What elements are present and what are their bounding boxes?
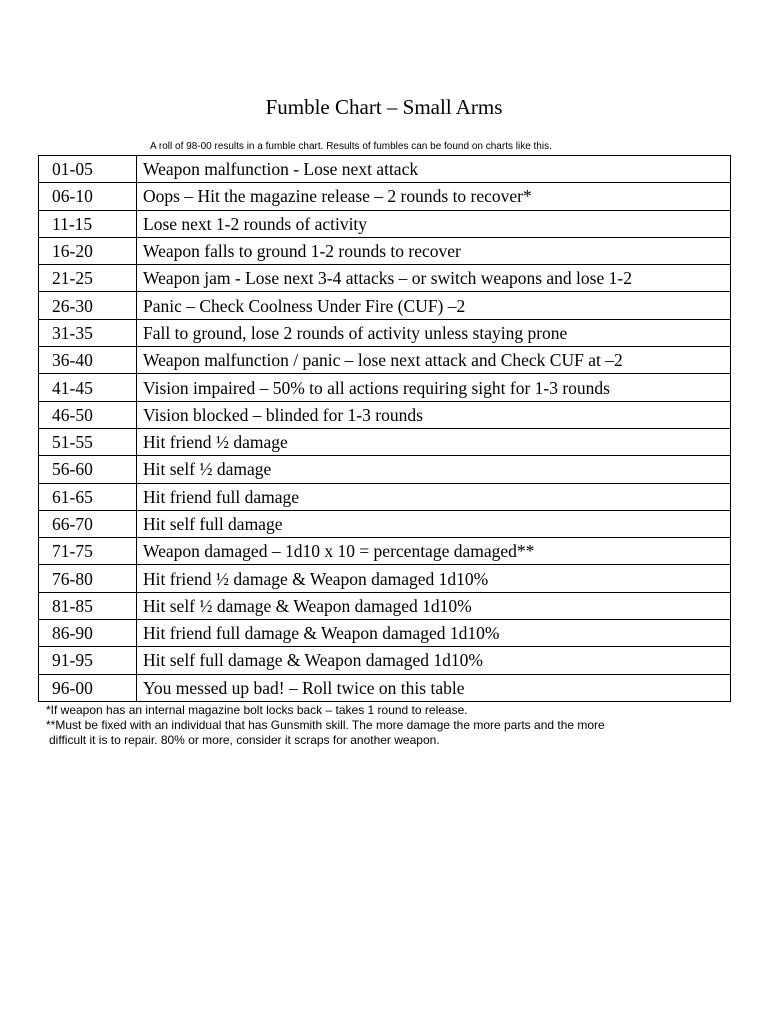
fumble-result-cell: Hit friend full damage xyxy=(137,483,731,510)
fumble-table xyxy=(38,155,731,702)
fumble-result-cell: Hit self full damage xyxy=(137,510,731,537)
fumble-result-cell: Vision impaired – 50% to all actions requiring sight for 1-3 rounds xyxy=(137,374,731,401)
fumble-result-cell: Hit friend ½ damage xyxy=(137,428,731,455)
fumble-result-cell: Panic – Check Coolness Under Fire (CUF) –2 xyxy=(137,292,731,319)
table-row xyxy=(39,647,731,674)
table-row xyxy=(39,592,731,619)
footnote-gunsmith-line1: **Must be fixed with an individual that has Gunsmith skill. The more damage the more parts and the more xyxy=(46,718,605,732)
fumble-result-cell: Fall to ground, lose 2 rounds of activity unless staying prone xyxy=(137,319,731,346)
table-row xyxy=(39,292,731,319)
roll-range-cell: 21-25 xyxy=(39,265,137,292)
fumble-result-cell: Hit self full damage & Weapon damaged 1d10% xyxy=(137,647,731,674)
table-row xyxy=(39,319,731,346)
fumble-result-cell: Weapon jam - Lose next 3-4 attacks – or switch weapons and lose 1-2 xyxy=(137,265,731,292)
roll-range-cell: 01-05 xyxy=(39,156,137,183)
table-row xyxy=(39,428,731,455)
table-row xyxy=(39,674,731,701)
roll-range-cell: 76-80 xyxy=(39,565,137,592)
roll-range-cell: 71-75 xyxy=(39,538,137,565)
roll-range-cell: 16-20 xyxy=(39,237,137,264)
roll-range-cell: 61-65 xyxy=(39,483,137,510)
fumble-result-cell: Vision blocked – blinded for 1-3 rounds xyxy=(137,401,731,428)
table-row xyxy=(39,538,731,565)
fumble-result-cell: Lose next 1-2 rounds of activity xyxy=(137,210,731,237)
footnote-magazine: *If weapon has an internal magazine bolt locks back – takes 1 round to release. xyxy=(46,703,468,717)
footnotes xyxy=(46,703,736,748)
roll-range-cell: 06-10 xyxy=(39,183,137,210)
table-row xyxy=(39,265,731,292)
table-row xyxy=(39,510,731,537)
roll-range-cell: 81-85 xyxy=(39,592,137,619)
roll-range-cell: 11-15 xyxy=(39,210,137,237)
fumble-result-cell: Hit friend full damage & Weapon damaged 1d10% xyxy=(137,620,731,647)
table-row xyxy=(39,210,731,237)
roll-range-cell: 86-90 xyxy=(39,620,137,647)
fumble-result-cell: Weapon malfunction - Lose next attack xyxy=(137,156,731,183)
roll-range-cell: 46-50 xyxy=(39,401,137,428)
footnote-gunsmith-line2: difficult it is to repair. 80% or more, consider it scraps for another weapon. xyxy=(49,733,440,747)
roll-range-cell: 26-30 xyxy=(39,292,137,319)
roll-range-cell: 66-70 xyxy=(39,510,137,537)
page-title: Fumble Chart – Small Arms xyxy=(265,95,503,119)
fumble-result-cell: Oops – Hit the magazine release – 2 rounds to recover* xyxy=(137,183,731,210)
roll-range-cell: 36-40 xyxy=(39,347,137,374)
fumble-table-body xyxy=(39,156,731,702)
fumble-result-cell: Hit friend ½ damage & Weapon damaged 1d10% xyxy=(137,565,731,592)
roll-range-cell: 96-00 xyxy=(39,674,137,701)
fumble-result-cell: Hit self ½ damage xyxy=(137,456,731,483)
table-row xyxy=(39,483,731,510)
table-row xyxy=(39,456,731,483)
table-row xyxy=(39,237,731,264)
table-row xyxy=(39,183,731,210)
roll-range-cell: 56-60 xyxy=(39,456,137,483)
roll-range-cell: 51-55 xyxy=(39,428,137,455)
intro-text: A roll of 98-00 results in a fumble chart. Results of fumbles can be found on charts like this. xyxy=(150,141,552,152)
table-row xyxy=(39,347,731,374)
table-row xyxy=(39,401,731,428)
fumble-result-cell: You messed up bad! – Roll twice on this table xyxy=(137,674,731,701)
table-row xyxy=(39,156,731,183)
fumble-result-cell: Weapon damaged – 1d10 x 10 = percentage damaged** xyxy=(137,538,731,565)
table-row xyxy=(39,374,731,401)
roll-range-cell: 41-45 xyxy=(39,374,137,401)
table-row xyxy=(39,565,731,592)
table-row xyxy=(39,620,731,647)
fumble-result-cell: Weapon falls to ground 1-2 rounds to recover xyxy=(137,237,731,264)
roll-range-cell: 91-95 xyxy=(39,647,137,674)
fumble-result-cell: Hit self ½ damage & Weapon damaged 1d10% xyxy=(137,592,731,619)
fumble-result-cell: Weapon malfunction / panic – lose next attack and Check CUF at –2 xyxy=(137,347,731,374)
roll-range-cell: 31-35 xyxy=(39,319,137,346)
